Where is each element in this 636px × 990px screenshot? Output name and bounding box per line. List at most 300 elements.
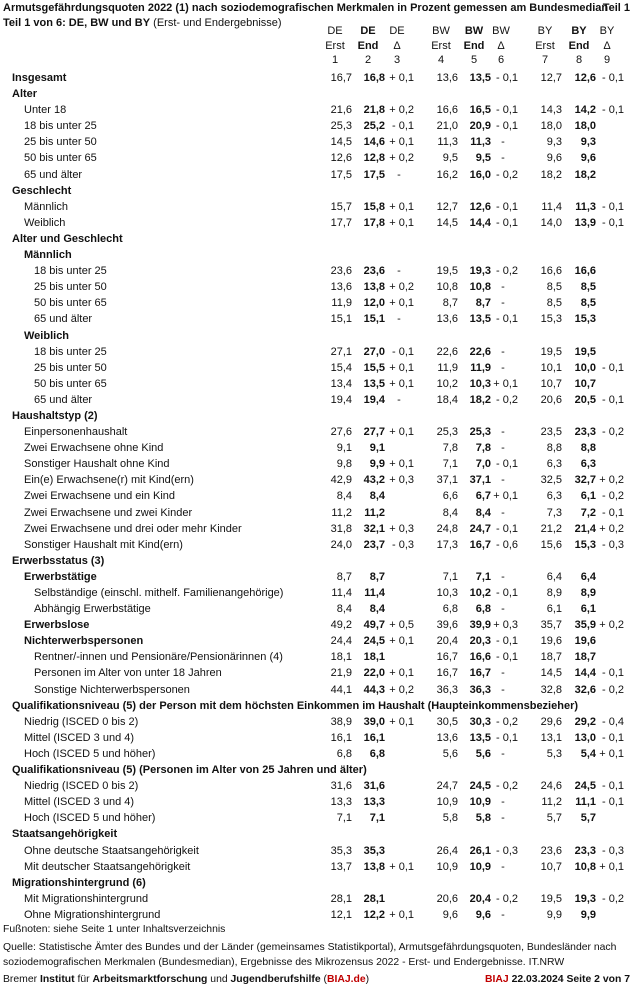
cell-col-1: 23,6 [330, 265, 352, 278]
row-label: Mittel (ISCED 3 und 4) [24, 731, 135, 744]
cell-col-5: 16,0 [469, 168, 491, 181]
cell-col-6: - [501, 474, 505, 487]
row-label: Hoch (ISCED 5 und höher) [24, 747, 156, 760]
table-row [0, 488, 636, 504]
cell-col-9: - 0,1 [601, 506, 624, 519]
cell-col-4: 5,8 [442, 812, 458, 825]
row-label: Zwei Erwachsene und zwei Kinder [24, 506, 193, 519]
cell-col-9: - 0,1 [601, 796, 624, 809]
table-row [0, 424, 636, 440]
cell-col-5: 16,6 [469, 651, 491, 664]
cell-col-3: - [397, 168, 401, 181]
cell-col-6: - [501, 603, 505, 616]
cell-col-7: 11,2 [541, 796, 562, 809]
cell-col-2: 21,8 [363, 104, 385, 117]
row-label: Zwei Erwachsene ohne Kind [24, 442, 164, 455]
cell-col-2: 39,0 [363, 715, 385, 728]
cell-col-2: 18,1 [363, 651, 385, 664]
cell-col-6: - 0,2 [495, 168, 518, 181]
cell-col-4: 17,3 [436, 538, 458, 551]
column-header-region: BY [599, 25, 615, 37]
cell-col-5: 16,7 [469, 667, 491, 680]
table-row [0, 505, 636, 521]
cell-col-1: 17,7 [330, 216, 352, 229]
table-row [0, 150, 636, 166]
cell-col-3: + 0,1 [389, 377, 414, 390]
column-header-num: 2 [364, 54, 372, 66]
cell-col-4: 16,7 [436, 651, 458, 664]
cell-col-6: - 0,1 [495, 200, 518, 213]
column-header-num: 9 [603, 54, 611, 66]
cell-col-2: 16,8 [363, 72, 385, 84]
cell-col-1: 49,2 [330, 619, 352, 632]
row-label: Zwei Erwachsene und ein Kind [24, 490, 176, 503]
table-row [0, 392, 636, 408]
table-row [0, 295, 636, 311]
column-header-type: End [463, 39, 485, 52]
cell-col-2: 27,7 [363, 426, 385, 439]
cell-col-9: - 0,1 [601, 731, 624, 744]
column-header-type: End [357, 39, 379, 52]
cell-col-3: - 0,3 [391, 538, 414, 551]
cell-col-3: + 0,1 [389, 426, 414, 439]
cell-col-3: - [397, 393, 401, 406]
row-label: Weiblich [24, 216, 66, 229]
cell-col-2: 31,6 [363, 780, 385, 793]
row-label: 25 bis unter 50 [34, 361, 107, 374]
inst-d: Arbeitsmarktforschung [92, 974, 208, 985]
cell-col-9: - 0,2 [601, 490, 624, 503]
cell-col-3: + 0,1 [389, 216, 414, 229]
cell-col-6: - [501, 361, 505, 374]
table-row [0, 328, 636, 344]
cell-col-1: 27,6 [330, 426, 352, 439]
cell-col-7: 8,5 [546, 281, 562, 294]
cell-col-5: 7,1 [475, 570, 491, 583]
cell-col-7: 10,1 [540, 361, 562, 374]
cell-col-1: 8,7 [336, 570, 352, 583]
table-row [0, 215, 636, 231]
row-label: Mit Migrationshintergrund [24, 892, 149, 905]
table-row [0, 714, 636, 730]
cell-col-4: 39,6 [436, 619, 458, 632]
cell-col-8: 24,5 [574, 780, 596, 793]
cell-col-7: 15,3 [540, 313, 562, 326]
cell-col-8: 5,7 [580, 812, 596, 825]
table-row [0, 907, 636, 923]
cell-col-3: + 0,1 [389, 297, 414, 310]
cell-col-8: 23,3 [574, 426, 596, 439]
cell-col-9: + 0,2 [599, 522, 624, 535]
table-row [0, 86, 636, 102]
table-row [0, 794, 636, 810]
cell-col-2: 25,2 [363, 120, 385, 133]
cell-col-7: 16,6 [540, 265, 562, 278]
cell-col-7: 20,6 [540, 393, 562, 406]
cell-col-8: 18,7 [574, 651, 596, 664]
cell-col-8: 6,1 [580, 603, 596, 616]
cell-col-1: 42,9 [330, 474, 352, 487]
row-label: 18 bis unter 25 [34, 345, 107, 358]
cell-col-8: 16,6 [574, 265, 596, 278]
cell-col-9: - 0,2 [601, 683, 624, 696]
row-label: Mittel (ISCED 3 und 4) [24, 796, 135, 809]
column-header-num: 7 [541, 54, 549, 66]
cell-col-4: 10,2 [436, 377, 458, 390]
cell-col-3: + 0,1 [389, 361, 414, 374]
cell-col-8: 6,3 [580, 458, 596, 471]
table-subtitle [3, 17, 282, 29]
cell-col-9: - 0,1 [601, 216, 624, 229]
cell-col-1: 19,4 [330, 393, 352, 406]
cell-col-5: 24,5 [469, 780, 491, 793]
cell-col-5: 36,3 [469, 683, 491, 696]
cell-col-8: 35,9 [574, 619, 596, 632]
row-label: 25 bis unter 50 [34, 281, 107, 294]
cell-col-1: 8,4 [336, 490, 352, 503]
cell-col-7: 6,4 [546, 570, 562, 583]
cell-col-6: - [501, 812, 505, 825]
table-row [0, 601, 636, 617]
cell-col-5: 9,5 [475, 152, 491, 165]
row-label: Geschlecht [12, 184, 72, 197]
cell-col-2: 14,6 [363, 136, 385, 149]
table-row [0, 167, 636, 183]
cell-col-8: 8,9 [580, 587, 596, 599]
row-label: 50 bis unter 65 [24, 152, 97, 165]
inst-h: ) [365, 974, 370, 985]
cell-col-4: 9,5 [442, 152, 458, 165]
cell-col-7: 21,2 [540, 522, 562, 535]
cell-col-4: 6,8 [442, 603, 458, 616]
column-header-3 [380, 24, 414, 68]
cell-col-4: 13,6 [436, 72, 458, 84]
cell-col-6: - 0,2 [495, 715, 518, 728]
cell-col-8: 32,6 [574, 683, 596, 696]
cell-col-4: 37,1 [436, 474, 458, 487]
row-label: Männlich [24, 249, 72, 262]
cell-col-6: - 0,1 [495, 651, 518, 664]
cell-col-2: 23,6 [363, 265, 385, 278]
cell-col-5: 19,3 [469, 265, 491, 278]
cell-col-6: - [501, 796, 505, 809]
cell-col-5: 14,4 [469, 216, 491, 229]
cell-col-8: 18,2 [574, 168, 596, 181]
cell-col-8: 12,6 [574, 72, 596, 84]
cell-col-4: 10,8 [436, 281, 458, 294]
cell-col-1: 12,1 [330, 908, 352, 921]
cell-col-8: 10,0 [574, 361, 596, 374]
cell-col-7: 18,2 [540, 168, 562, 181]
column-header-region: BW [432, 25, 450, 37]
table-row [0, 408, 636, 424]
column-header-num: 5 [470, 54, 478, 66]
cell-col-5: 12,6 [469, 200, 491, 213]
cell-col-5: 30,3 [469, 715, 491, 728]
cell-col-2: 23,7 [363, 538, 385, 551]
cell-col-1: 8,4 [336, 603, 352, 616]
cell-col-2: 13,8 [363, 860, 385, 873]
cell-col-9: - 0,2 [601, 892, 624, 905]
cell-col-7: 19,6 [540, 635, 562, 648]
cell-col-4: 16,7 [436, 667, 458, 680]
table-row [0, 102, 636, 118]
cell-col-6: - [501, 297, 505, 310]
cell-col-7: 5,7 [546, 812, 562, 825]
table-row [0, 891, 636, 907]
cell-col-2: 13,3 [363, 796, 385, 809]
cell-col-5: 10,8 [469, 281, 491, 294]
cell-col-1: 31,8 [330, 522, 352, 535]
cell-col-9: - 0,2 [601, 426, 624, 439]
table-title: Armutsgefährdungsquoten 2022 (1) nach soziodemografischen Merkmalen in Prozent gemessen am Bundesmedian [3, 2, 609, 14]
cell-col-3: + 0,5 [389, 619, 414, 632]
cell-col-2: 32,1 [363, 522, 385, 535]
cell-col-3: + 0,1 [389, 136, 414, 149]
cell-col-1: 12,6 [330, 152, 352, 165]
table-row [0, 472, 636, 488]
cell-col-9: - 0,1 [601, 393, 624, 406]
column-header-4 [424, 24, 458, 68]
cell-col-4: 18,4 [436, 393, 458, 406]
row-label: Ein(e) Erwachsene(r) mit Kind(ern) [24, 474, 194, 487]
cell-col-5: 6,7 [475, 490, 491, 503]
row-label: Niedrig (ISCED 0 bis 2) [24, 780, 139, 793]
cell-col-6: - [501, 281, 505, 294]
column-header-7 [528, 24, 562, 68]
cell-col-9: - 0,1 [601, 780, 624, 793]
data-table [0, 70, 636, 923]
cell-col-7: 14,5 [540, 667, 562, 680]
cell-col-2: 17,5 [363, 168, 385, 181]
row-label: Mit deutscher Staatsangehörigkeit [24, 860, 191, 873]
cell-col-4: 20,6 [436, 892, 458, 905]
cell-col-2: 15,8 [363, 200, 385, 213]
cell-col-7: 14,3 [540, 104, 562, 117]
cell-col-4: 11,9 [437, 361, 458, 374]
cell-col-4: 20,4 [436, 635, 458, 648]
column-header-num: 1 [331, 54, 339, 66]
cell-col-1: 13,6 [330, 281, 352, 294]
column-header-region: BW [492, 25, 510, 37]
cell-col-8: 13,0 [574, 731, 596, 744]
table-row [0, 118, 636, 134]
cell-col-6: - 0,1 [495, 522, 518, 535]
cell-col-1: 27,1 [330, 345, 352, 358]
table-row [0, 859, 636, 875]
cell-col-8: 14,4 [574, 667, 596, 680]
cell-col-8: 11,3 [575, 200, 596, 213]
cell-col-2: 15,1 [363, 313, 385, 326]
cell-col-3: + 0,2 [389, 683, 414, 696]
subtitle-rest: (Erst- und Endergebnisse) [150, 17, 282, 29]
cell-col-8: 6,1 [580, 490, 596, 503]
table-row [0, 360, 636, 376]
cell-col-1: 28,1 [330, 892, 352, 905]
column-header-type: Erst [325, 39, 345, 52]
cell-col-7: 11,4 [541, 200, 562, 213]
cell-col-2: 15,5 [363, 361, 385, 374]
cell-col-4: 12,7 [436, 200, 458, 213]
cell-col-6: - 0,1 [495, 216, 518, 229]
cell-col-1: 16,7 [330, 72, 352, 84]
row-label: Niedrig (ISCED 0 bis 2) [24, 715, 139, 728]
table-row [0, 199, 636, 215]
cell-col-8: 23,3 [574, 844, 596, 857]
row-label: Sonstiger Haushalt ohne Kind [24, 458, 170, 471]
biaj-link[interactable]: BIAJ.de [326, 974, 366, 985]
cell-col-8: 15,3 [574, 313, 596, 326]
cell-col-9: - 0,3 [601, 538, 624, 551]
cell-col-3: + 0,3 [389, 474, 414, 487]
cell-col-6: - 0,1 [495, 104, 518, 117]
cell-col-1: 25,3 [330, 120, 352, 133]
cell-col-1: 15,7 [330, 200, 352, 213]
cell-col-5: 10,9 [469, 860, 491, 873]
cell-col-1: 24,4 [330, 635, 352, 648]
cell-col-8: 13,9 [574, 216, 596, 229]
cell-col-6: - 0,2 [495, 393, 518, 406]
row-label: Rentner/-innen und Pensionäre/Pensionärinnen (4) [34, 651, 283, 664]
column-header-6 [484, 24, 518, 68]
part-label: Teil 1 [602, 2, 630, 14]
cell-col-9: + 0,2 [599, 619, 624, 632]
cell-col-6: - [501, 683, 505, 696]
cell-col-1: 15,1 [330, 313, 352, 326]
cell-col-5: 22,6 [469, 345, 491, 358]
cell-col-4: 21,0 [436, 120, 458, 133]
cell-col-9: - 0,1 [601, 200, 624, 213]
row-label: 65 und älter [34, 393, 93, 406]
cell-col-1: 17,5 [330, 168, 352, 181]
cell-col-3: + 0,1 [389, 908, 414, 921]
cell-col-6: - [501, 860, 505, 873]
table-row [0, 344, 636, 360]
cell-col-3: - 0,1 [391, 120, 414, 133]
column-header-type: Erst [535, 39, 555, 52]
row-label: 50 bis unter 65 [34, 297, 107, 310]
cell-col-2: 11,4 [364, 587, 385, 599]
cell-col-1: 31,6 [330, 780, 352, 793]
cell-col-8: 19,6 [574, 635, 596, 648]
inst-g: ( [320, 974, 327, 985]
source-line-1: Quelle: Statistische Ämter des Bundes und der Länder (gemeinsames Statistikportal), Armutsgefährdungsquoten, Bundesländer nach [3, 942, 617, 953]
cell-col-1: 18,1 [330, 651, 352, 664]
cell-col-7: 8,9 [546, 587, 562, 599]
cell-col-2: 12,0 [363, 297, 385, 310]
cell-col-2: 22,0 [363, 667, 385, 680]
table-row [0, 746, 636, 762]
cell-col-4: 26,4 [436, 844, 458, 857]
column-header-region: BW [464, 25, 484, 37]
cell-col-8: 21,4 [574, 522, 596, 535]
table-row [0, 537, 636, 553]
cell-col-1: 9,1 [336, 442, 352, 455]
table-row [0, 698, 636, 714]
cell-col-2: 17,8 [363, 216, 385, 229]
cell-col-1: 14,5 [330, 136, 352, 149]
date-page [485, 972, 630, 987]
cell-col-3: + 0,1 [389, 635, 414, 648]
cell-col-6: - 0,1 [495, 635, 518, 648]
cell-col-2: 16,1 [363, 731, 385, 744]
row-label: 65 und älter [24, 168, 83, 181]
cell-col-7: 32,5 [540, 474, 562, 487]
row-label: Männlich [24, 200, 69, 213]
cell-col-9: + 0,2 [599, 474, 624, 487]
row-label: 50 bis unter 65 [34, 377, 107, 390]
cell-col-1: 24,0 [330, 538, 352, 551]
cell-col-6: - [501, 667, 505, 680]
cell-col-3: + 0,2 [389, 281, 414, 294]
cell-col-6: + 0,1 [493, 490, 518, 503]
row-label: Hoch (ISCED 5 und höher) [24, 812, 156, 825]
cell-col-7: 18,7 [540, 651, 562, 664]
cell-col-5: 25,3 [469, 426, 491, 439]
row-label: Erwerbstätige [24, 570, 97, 583]
cell-col-6: - [501, 136, 505, 149]
cell-col-8: 8,5 [580, 281, 596, 294]
cell-col-7: 15,6 [540, 538, 562, 551]
cell-col-5: 20,3 [469, 635, 491, 648]
row-label: Einpersonenhaushalt [24, 426, 128, 439]
cell-col-7: 8,8 [546, 442, 562, 455]
cell-col-2: 13,5 [363, 377, 385, 390]
cell-col-4: 7,8 [442, 442, 458, 455]
cell-col-6: + 0,3 [493, 619, 518, 632]
column-header-region: DE [389, 25, 405, 37]
cell-col-7: 19,5 [540, 892, 562, 905]
cell-col-5: 5,6 [475, 747, 491, 760]
cell-col-6: - [501, 506, 505, 519]
row-label: Erwerbsstatus (3) [12, 554, 105, 567]
cell-col-4: 19,5 [436, 265, 458, 278]
cell-col-7: 14,0 [540, 216, 562, 229]
column-header-num: 3 [393, 54, 401, 66]
cell-col-4: 6,6 [442, 490, 458, 503]
column-header-9 [590, 24, 624, 68]
row-label: 65 und älter [34, 313, 93, 326]
row-label: Nichterwerbspersonen [24, 635, 144, 648]
table-row [0, 311, 636, 327]
cell-col-3: - [397, 313, 401, 326]
cell-col-8: 14,2 [574, 104, 596, 117]
cell-col-5: 16,7 [469, 538, 491, 551]
table-row [0, 810, 636, 826]
cell-col-8: 8,5 [580, 297, 596, 310]
cell-col-9: - 0,1 [601, 361, 624, 374]
row-label: Abhängig Erwerbstätige [34, 603, 151, 616]
cell-col-5: 39,9 [469, 619, 491, 632]
cell-col-1: 11,4 [331, 587, 352, 599]
cell-col-5: 5,8 [475, 812, 491, 825]
cell-col-6: - 0,2 [495, 265, 518, 278]
column-header-num: 6 [497, 54, 505, 66]
cell-col-1: 16,1 [330, 731, 352, 744]
row-label: Alter [12, 88, 38, 101]
cell-col-5: 37,1 [469, 474, 491, 487]
column-header-region: BY [571, 25, 587, 37]
cell-col-8: 29,2 [574, 715, 596, 728]
cell-col-7: 23,6 [540, 844, 562, 857]
column-header-type: End [568, 39, 590, 52]
cell-col-4: 8,4 [442, 506, 458, 519]
column-header-region: DE [360, 25, 376, 37]
cell-col-6: - 0,1 [495, 587, 518, 599]
cell-col-4: 16,6 [436, 104, 458, 117]
cell-col-7: 9,6 [546, 152, 562, 165]
cell-col-4: 22,6 [436, 345, 458, 358]
